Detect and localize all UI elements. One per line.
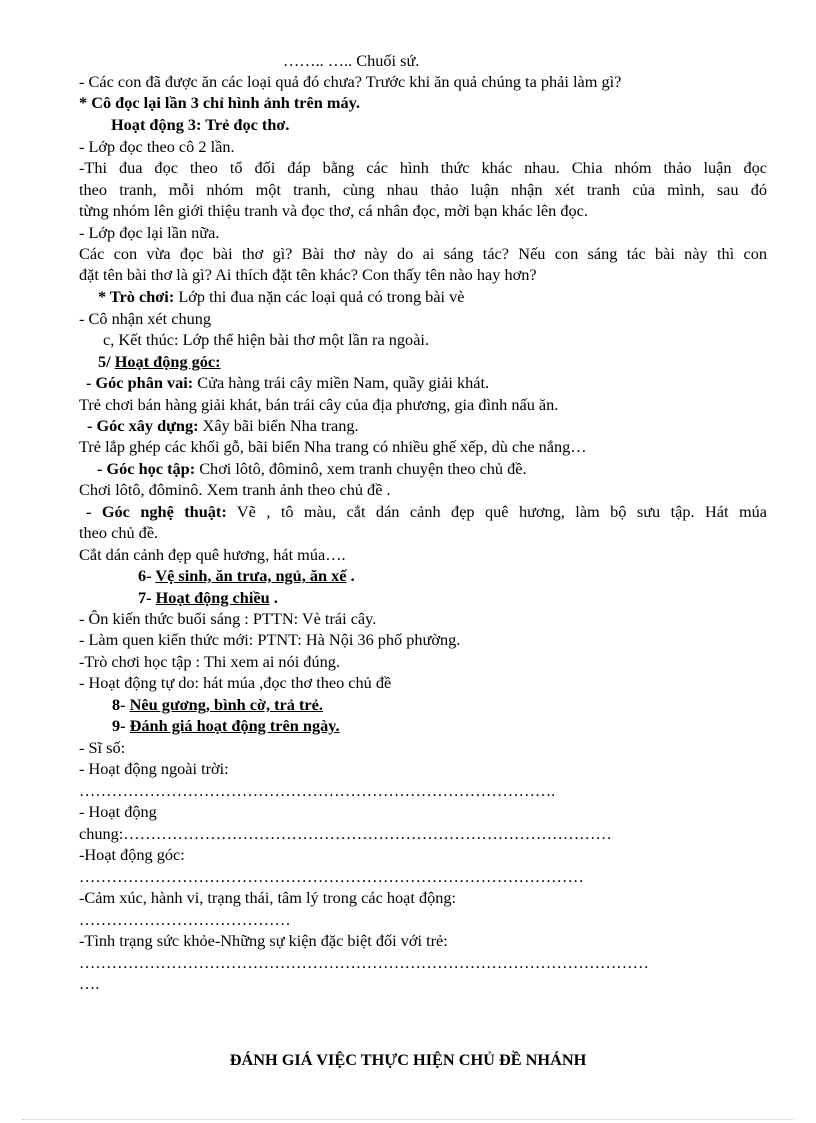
section-number: 6- (138, 566, 156, 585)
corner-label: - Góc học tập: (97, 459, 196, 478)
text-line: c, Kết thúc: Lớp thể hiện bài thơ một lần ra ngoài. (103, 330, 430, 349)
text-line: - Hoạt động tự do: hát múa ,đọc thơ theo chủ đề (79, 673, 392, 692)
section-heading (112, 694, 323, 715)
instruction-line: * Cô đọc lại lần 3 chỉ hình ảnh trên máy. (79, 93, 360, 112)
section-heading (112, 715, 340, 736)
corner-line (87, 415, 359, 436)
text-line: - Lớp đọc lại lần nữa. (79, 223, 220, 242)
text-line: -Hoạt động góc: (79, 845, 185, 864)
section-title: Hoạt động góc: (114, 352, 221, 371)
text-line: -Trò chơi học tập : Thi xem ai nói đúng. (79, 652, 340, 671)
text-line: …….. ….. Chuối sứ. (283, 51, 420, 70)
text-line: Trẻ lắp ghép các khối gỗ, bãi biển Nha trang có nhiều ghế xếp, dù che nắng… (79, 437, 587, 456)
text-line: -Cảm xúc, hành vi, trạng thái, tâm lý trong các hoạt động: (79, 888, 457, 907)
text-line: Các con vừa đọc bài thơ gì? Bài thơ này do ai sáng tác? Nếu con sáng tác bài này thì con (79, 244, 767, 263)
section-number: 5/ (98, 352, 115, 371)
corner-line (97, 458, 527, 479)
section-heading (98, 351, 221, 372)
section-number: 7- (138, 588, 156, 607)
text-line: theo tranh, mỗi nhóm một tranh, cùng nhau thảo luận nhận xét tranh của mình, sau đó (79, 180, 767, 199)
corner-label: - Góc phân vai: (86, 373, 194, 392)
section-title: Hoạt động chiều (155, 588, 270, 607)
footer-title: ĐÁNH GIÁ VIỆC THỰC HIỆN CHỦ ĐỀ NHÁNH (229, 1050, 587, 1069)
dotted-fill-line: …………………………………………………………………………………………… (79, 953, 649, 972)
corner-text: Vẽ , tô màu, cắt dán cảnh đẹp quê hương, làm bộ sưu tập. Hát múa (226, 502, 768, 521)
section-number: 9- (112, 716, 130, 735)
text-line: Chơi lôtô, đôminô. Xem tranh ảnh theo chủ đề . (79, 480, 391, 499)
corner-label: - Góc xây dựng: (87, 416, 199, 435)
corner-label: - Góc nghệ thuật: (86, 502, 227, 521)
page-bottom-divider (22, 1119, 794, 1120)
section-title: Đánh giá hoạt động trên ngày. (129, 716, 340, 735)
game-text: Lớp thi đua nặn các loại quả có trong bài vè (174, 287, 465, 306)
section-number: 8- (112, 695, 130, 714)
game-line (98, 286, 465, 307)
text-line: đặt tên bài thơ là gì? Ai thích đặt tên khác? Con thấy tên nào hay hơn? (79, 265, 537, 284)
text-line: - Các con đã được ăn các loại quả đó chưa? Trước khi ăn quả chúng ta phải làm gì? (79, 72, 622, 91)
section-tail: . (269, 588, 278, 607)
text-line: - Hoạt động ngoài trời: (79, 759, 229, 778)
dotted-fill-line: ………………………………………………………………………………… (79, 867, 584, 886)
dotted-fill-line: chung:……………………………………………………………………………… (79, 824, 612, 843)
text-line: từng nhóm lên giới thiệu tranh và đọc thơ, cá nhân đọc, mời bạn khác lên đọc. (79, 201, 588, 220)
game-label: * Trò chơi: (98, 287, 175, 306)
text-line: - Ôn kiến thức buổi sáng : PTTN: Vè trái cây. (79, 609, 377, 628)
section-title: Nêu gương, bình cờ, trả trẻ. (129, 695, 323, 714)
section-heading (138, 565, 355, 586)
corner-text: Xây bãi biển Nha trang. (198, 416, 359, 435)
text-line: - Sĩ số: (79, 738, 126, 757)
dotted-fill-line: ………………………………… (79, 910, 291, 929)
activity-heading: Hoạt động 3: Trẻ đọc thơ. (111, 115, 290, 134)
corner-text: Cửa hàng trái cây miền Nam, quầy giải khát. (193, 373, 490, 392)
section-heading (138, 587, 278, 608)
corner-line (86, 501, 767, 522)
text-line: -Tình trạng sức khỏe-Những sự kiện đặc biệt đối với trẻ: (79, 931, 448, 950)
text-line: Trẻ chơi bán hàng giải khát, bán trái cây của địa phương, gia đình nấu ăn. (79, 395, 559, 414)
text-line: - Lớp đọc theo cô 2 lần. (79, 137, 235, 156)
text-line: - Hoạt động (79, 802, 157, 821)
dotted-fill-line: …. (79, 974, 100, 993)
section-tail: . (346, 566, 355, 585)
text-line: theo chủ đề. (79, 523, 159, 542)
dotted-fill-line: ……………………………………………………………………………. (79, 781, 556, 800)
text-line: - Làm quen kiến thức mới: PTNT: Hà Nội 36 phố phường. (79, 630, 461, 649)
section-title: Vệ sinh, ăn trưa, ngủ, ăn xế (155, 566, 347, 585)
text-line: Cắt dán cảnh đẹp quê hương, hát múa…. (79, 545, 346, 564)
text-line: - Cô nhận xét chung (79, 309, 212, 328)
corner-line (86, 372, 489, 393)
text-line: -Thi đua đọc theo tổ đối đáp bằng các hình thức khác nhau. Chia nhóm thảo luận đọc (79, 158, 767, 177)
corner-text: Chơi lôtô, đôminô, xem tranh chuyện theo chủ đề. (195, 459, 527, 478)
